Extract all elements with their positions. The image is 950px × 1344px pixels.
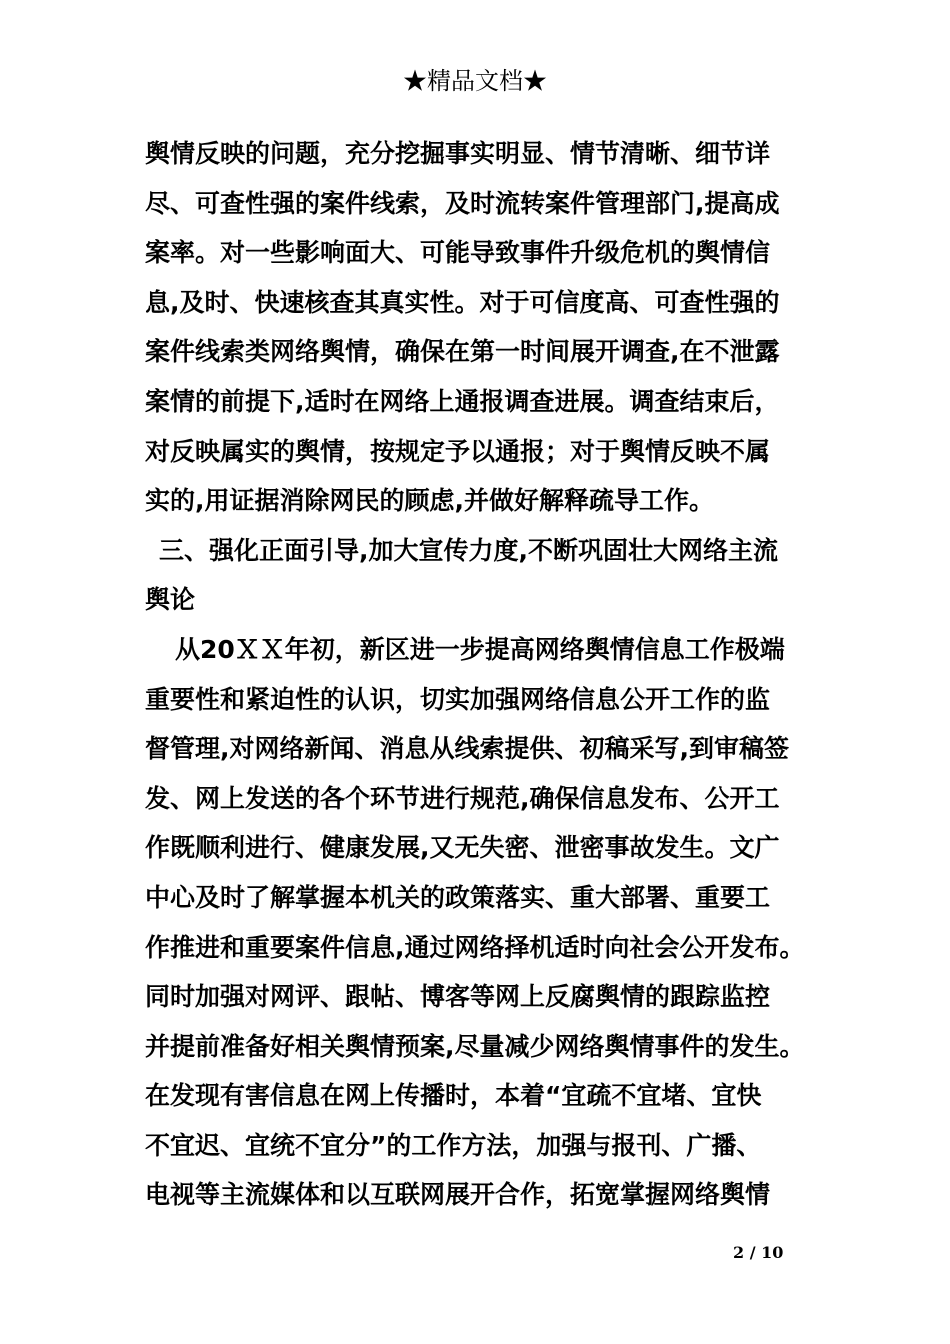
page-header-title: ★精品文档★ bbox=[403, 67, 547, 95]
text-line: 案率。对一些影响面大、可能导致事件升级危机的舆情信 bbox=[145, 238, 771, 268]
text-line: 案件线索类网络舆情，确保在第一时间展开调查,在不泄露 bbox=[145, 337, 780, 367]
text-line: 舆情反映的问题，充分挖掘事实明显、情节清晰、细节详 bbox=[145, 139, 771, 168]
page-number: 2 / 10 bbox=[733, 1243, 784, 1262]
document-body bbox=[145, 134, 825, 1225]
text-line: 案情的前提下,适时在网络上通报调查进展。调查结束后， bbox=[145, 386, 780, 416]
text-line: 对反映属实的舆情，按规定予以通报；对于舆情反映不属 bbox=[145, 436, 771, 466]
text-line: 实的,用证据消除网民的顾虑,并做好解释疏导工作。 bbox=[145, 486, 714, 516]
text-line: 电视等主流媒体和以互联网展开合作，拓宽掌握网络舆情 bbox=[145, 1180, 771, 1210]
section-heading: 三、强化正面引导,加大宣传力度,不断巩固壮大网络主流 bbox=[159, 535, 778, 565]
section-heading-continued: 舆论 bbox=[145, 585, 196, 615]
paragraph-first-line: 从20ＸＸ年初，新区进一步提高网络舆情信息工作极端 bbox=[175, 634, 785, 664]
text-line: 不宜迟、宜统不宜分”的工作方法，加强与报刊、广播、 bbox=[145, 1130, 762, 1160]
text-line: 作既顺利进行、健康发展,又无失密、泄密事故发生。文广 bbox=[145, 833, 780, 863]
text-line: 中心及时了解掌握本机关的政策落实、重大部署、重要工 bbox=[145, 882, 771, 912]
text-line: 重要性和紧迫性的认识，切实加强网络信息公开工作的监 bbox=[145, 684, 771, 714]
text-line: 尽、可查性强的案件线索，及时流转案件管理部门,提高成 bbox=[145, 188, 780, 218]
text-line: 同时加强对网评、跟帖、博客等网上反腐舆情的跟踪监控 bbox=[145, 982, 771, 1012]
text-line: 发、网上发送的各个环节进行规范,确保信息发布、公开工 bbox=[145, 783, 780, 813]
text-line: 在发现有害信息在网上传播时，本着“宜疏不宜堵、宜快 bbox=[145, 1081, 762, 1111]
text-line: 并提前准备好相关舆情预案,尽量减少网络舆情事件的发生。 bbox=[145, 1031, 805, 1061]
text-line: 作推进和重要案件信息,通过网络择机适时向社会公开发布。 bbox=[145, 932, 805, 962]
text-line: 督管理,对网络新闻、消息从线索提供、初稿采写,到审稿签 bbox=[145, 734, 789, 764]
text-line: 息,及时、快速核查其真实性。对于可信度高、可查性强的 bbox=[145, 287, 780, 317]
